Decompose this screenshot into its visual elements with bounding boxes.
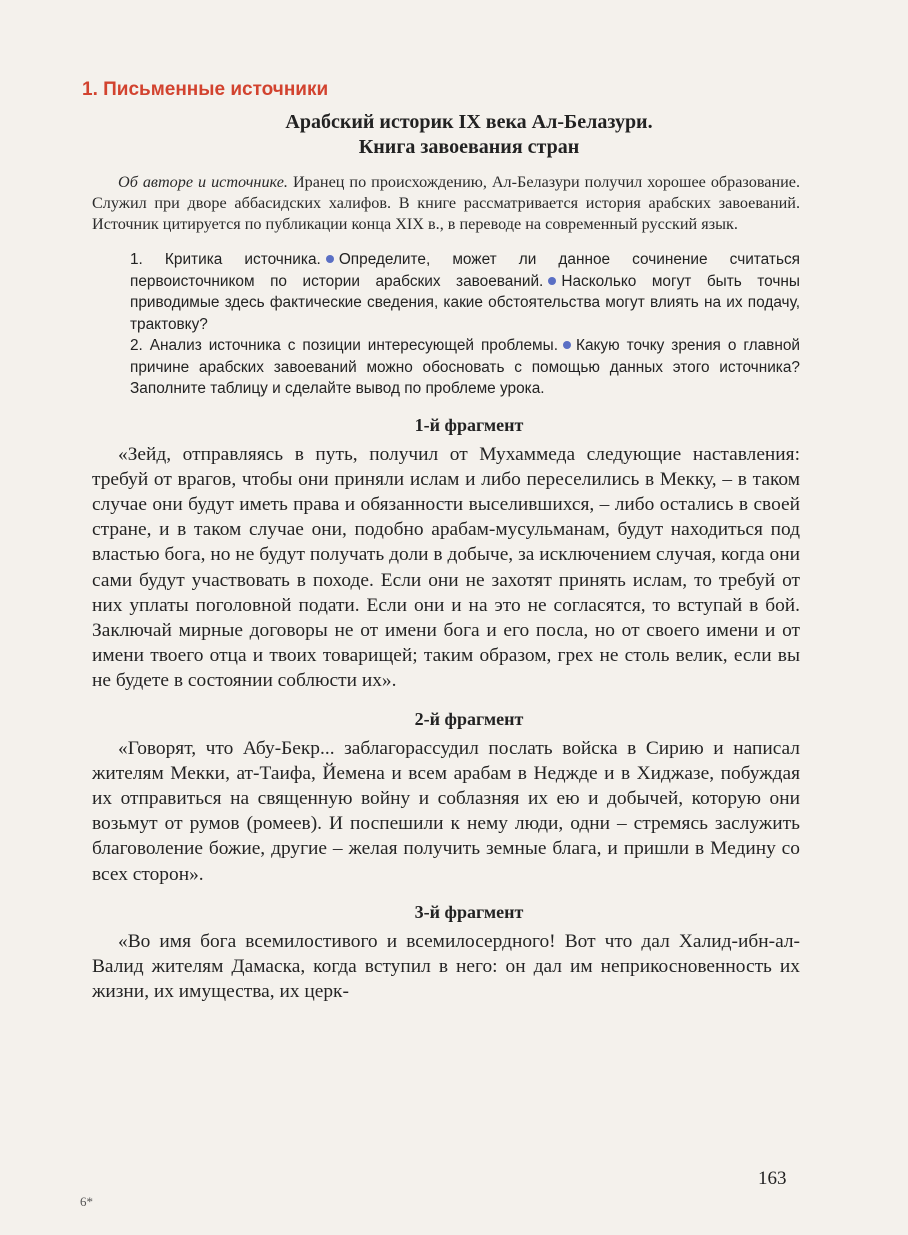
fragment-3-title: 3-й фрагмент [414, 901, 524, 922]
about-paragraph [92, 172, 800, 235]
section-heading: 1. Письменные источники [82, 79, 329, 100]
document-title-line-2: Книга завоевания стран [358, 136, 580, 158]
fragment-1-text: «Зейд, отправляясь в путь, получил от Мухаммеда следующие наставления: требуй от врагов, чтобы они приняли ислам и либо переселились в Мекку, – в таком случае они будут иметь права и обязанности выселившихся, – либо остались в своей стране, и в таком случае они, подобно арабам-мусульманам, будут находиться под властью бога, но не будут получать доли в добыче, за исключением случая, когда они сами будут участвовать в походе. Если они не захотят принять ислам, то требуй от них уплаты поголовной подати. Если они и на это не согласятся, то вступай в бой. Заключай мирные договоры не от имени бога и его посла, но от своего имени и от имени твоего отца и твоих товарищей; таким образом, грех не столь велик, если вы не будете в состоянии соблюсти их». [92, 443, 800, 692]
task-1 [130, 249, 800, 335]
task-1-question-1: Определите, может ли данное сочинение считаться первоисточником по истории арабских завоеваний. [130, 251, 801, 290]
task-2 [130, 335, 800, 400]
about-text: Иранец по происхождению, Ал-Белазури получил хорошее образование. Служил при дворе аббасидских халифов. В книге рассматривается история арабских завоеваний. Источник цитируется по публикации конца XIX в., в переводе на современный русский язык. [92, 173, 800, 233]
document-title-line-1: Арабский историк IX века Ал-Белазури. [285, 111, 653, 133]
document-title [138, 110, 800, 160]
task-1-label: 1. Критика источника. [130, 251, 321, 268]
signature-mark: 6* [80, 1194, 93, 1209]
bullet-icon [563, 341, 571, 349]
bullet-icon [326, 255, 334, 263]
page-content [78, 70, 800, 1220]
fragment-2-text: «Говорят, что Абу-Бекр... заблагорассудил послать войска в Сирию и написал жителям Мекки, ат-Таифа, Йемена и всем арабам в Неджде и в Хиджазе, побуждая их отправиться на священную войну и соблазняя их ею и добычей, которую они возьмут от румов (ромеев). И поспешили к нему люди, одни – стремясь заслужить благоволение божие, другие – желая получить земные блага, и пришли в Медину со всех сторон». [92, 737, 800, 885]
task-2-label: 2. Анализ источника с позиции интересующей проблемы. [130, 337, 558, 354]
about-lead: Об авторе и источнике. [118, 173, 288, 191]
task-2-question-1: Какую точку зрения о главной причине арабских завоеваний можно обосновать с помощью данных этого источника? Заполните таблицу и сделайте вывод по проблеме урока. [130, 337, 800, 397]
fragment-1-title: 1-й фрагмент [414, 414, 524, 435]
fragment-3-text: «Во имя бога всемилостивого и всемилосердного! Вот что дал Халид-ибн-ал-Валид жителям Дамаска, когда вступил в него: он дал им неприкосновенность их жизни, их имущества, их церк- [92, 930, 800, 1003]
task-block [130, 249, 800, 400]
bullet-icon [548, 277, 556, 285]
page-number: 163 [758, 1168, 787, 1189]
task-1-question-2: Насколько могут быть точны приводимые здесь фактические сведения, какие обстоятельства могут влиять на их подачу, трактовку? [130, 272, 800, 333]
fragment-2-title: 2-й фрагмент [414, 708, 524, 729]
